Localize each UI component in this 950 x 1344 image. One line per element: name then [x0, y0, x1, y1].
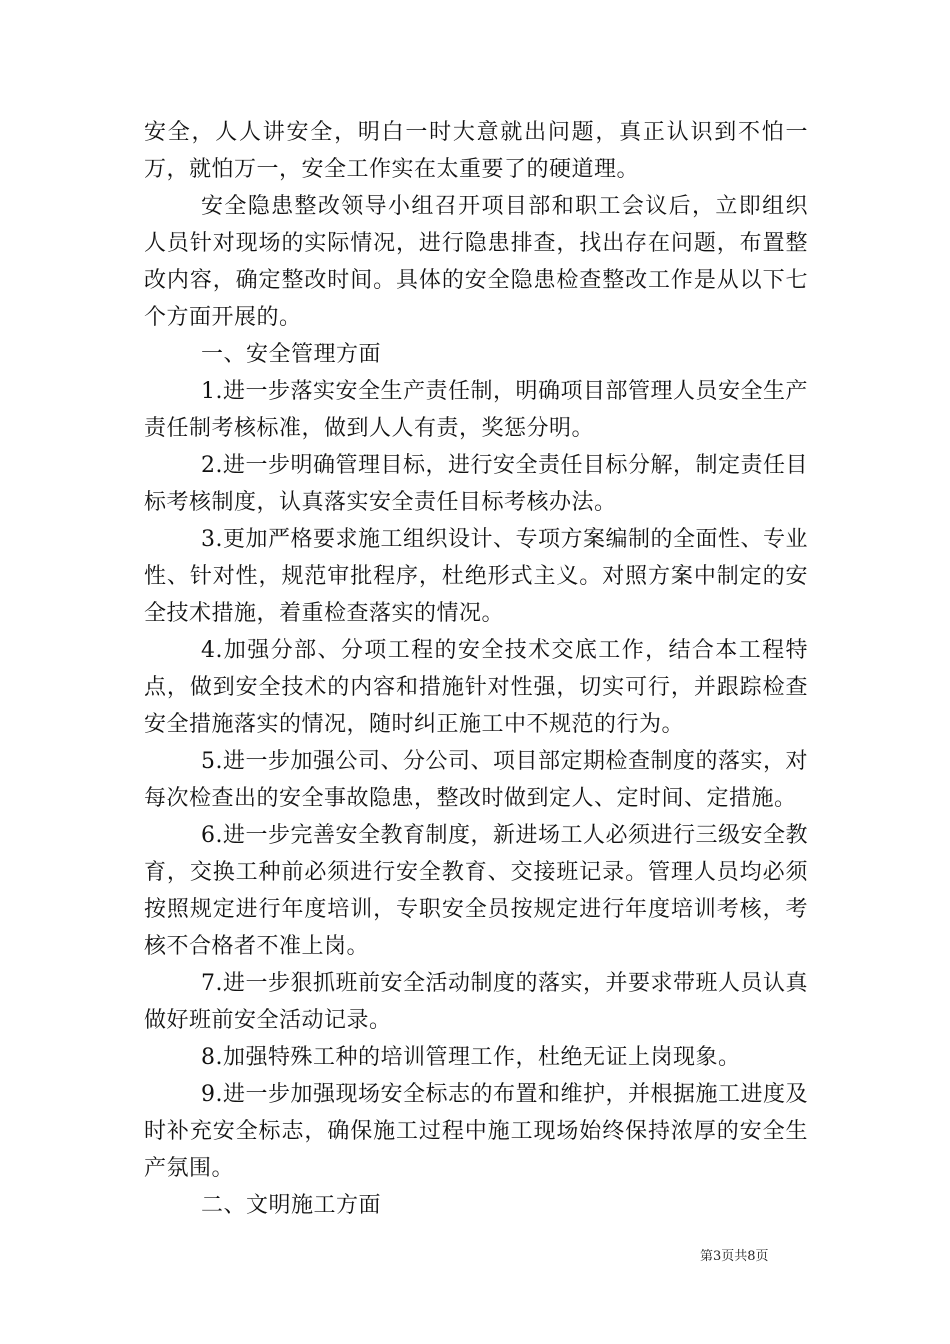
- section-heading-civilized-construction: 二、文明施工方面: [201, 1193, 382, 1218]
- list-item: 8.加强特殊工种的培训管理工作，杜绝无证上岗现象。: [201, 1045, 741, 1070]
- list-item: 9.进一步加强现场安全标志的布置和维护，并根据施工进度及时补充安全标志，确保施工过程中施工现场始终保持浓厚的安全生产氛围。: [144, 1082, 808, 1181]
- paragraph-intro: 安全隐患整改领导小组召开项目部和职工会议后，立即组织人员针对现场的实际情况，进行隐患排查，找出存在问题，布置整改内容，确定整改时间。具体的安全隐患检查整改工作是从以下七个方面开展的。: [144, 194, 808, 330]
- page-number-footer: 第3页共8页: [700, 1249, 769, 1264]
- list-item: 7.进一步狠抓班前安全活动制度的落实，并要求带班人员认真做好班前安全活动记录。: [144, 971, 808, 1033]
- document-body: [144, 114, 808, 1224]
- paragraph-continuation: 安全，人人讲安全，明白一时大意就出问题，真正认识到不怕一万，就怕万一，安全工作实在太重要了的硬道理。: [144, 120, 808, 182]
- section-heading-safety-management: 一、安全管理方面: [201, 342, 382, 367]
- list-item: 2.进一步明确管理目标，进行安全责任目标分解，制定责任目标考核制度，认真落实安全责任目标考核办法。: [144, 453, 808, 515]
- list-item: 5.进一步加强公司、分公司、项目部定期检查制度的落实，对每次检查出的安全事故隐患，整改时做到定人、定时间、定措施。: [144, 749, 808, 811]
- list-item: 3.更加严格要求施工组织设计、专项方案编制的全面性、专业性、针对性，规范审批程序，杜绝形式主义。对照方案中制定的安全技术措施，着重检查落实的情况。: [144, 527, 808, 626]
- list-item: 4.加强分部、分项工程的安全技术交底工作，结合本工程特点，做到安全技术的内容和措施针对性强，切实可行，并跟踪检查安全措施落实的情况，随时纠正施工中不规范的行为。: [144, 638, 808, 737]
- list-item: 6.进一步完善安全教育制度，新进场工人必须进行三级安全教育，交换工种前必须进行安全教育、交接班记录。管理人员均必须按照规定进行年度培训，专职安全员按规定进行年度培训考核，考核不合格者不准上岗。: [144, 823, 808, 959]
- list-item: 1.进一步落实安全生产责任制，明确项目部管理人员安全生产责任制考核标准，做到人人有责，奖惩分明。: [144, 379, 808, 441]
